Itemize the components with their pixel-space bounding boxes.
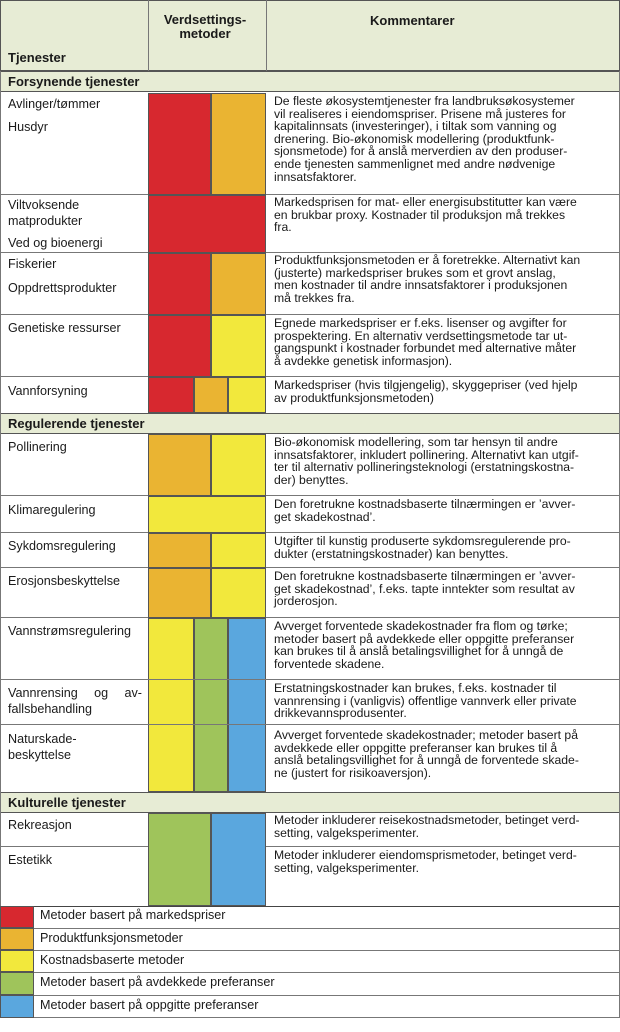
methods-header [150, 13, 260, 41]
comment-erosjon [274, 570, 612, 608]
comment-line: De fleste økosystemtjenester fra landbruksøkosystemer [274, 94, 575, 108]
method-cell-market [148, 195, 266, 253]
row-divider [0, 495, 148, 496]
service-vannstrom: Vannstrømsregulering [8, 624, 131, 638]
row-divider [266, 495, 620, 496]
comment-line: jorderosjon. [274, 594, 338, 609]
legend-label-cost: Kostnadsbaserte metoder [40, 953, 185, 967]
legend-swatch-production [0, 928, 34, 950]
legend-swatch-market [0, 906, 34, 928]
service-naturskade-line1: Naturskade- [8, 732, 77, 746]
method-cell-cost [211, 568, 266, 618]
service-husdyr: Husdyr [8, 120, 48, 134]
comment-line: vannrensing i (vanligvis) offentlige vannverk eller private [274, 693, 577, 708]
comment-line: ende tjenesten sammenlignet med andre nødvenige [274, 156, 556, 171]
method-cell-production [194, 377, 228, 413]
service-viltvoksende-line1: Viltvoksende [8, 198, 80, 212]
method-cell-production [148, 434, 211, 496]
comment-line: setting, valgeksperimenter. [274, 860, 419, 875]
comment-line: anslå betalingsvillighet for å unngå de forventede skade- [274, 753, 579, 768]
service-vannforsyning: Vannforsyning [8, 384, 88, 398]
legend-swatch-revealed [0, 972, 34, 995]
method-cell-cost [148, 496, 266, 533]
comment-line: vil realiseres i eiendomspriser. Prisene må justeres for [274, 106, 566, 121]
comment-line: Erstatningskostnader kan brukes, f.eks. kostnader til [274, 681, 557, 695]
comment-line: fra. [274, 220, 292, 235]
method-cell-market [148, 315, 211, 377]
services-header: Tjenester [8, 50, 66, 65]
legend-label-production: Produktfunksjonsmetoder [40, 931, 183, 945]
comment-line: get skadekostnad’, f.eks. tapte inntekter som resultat av [274, 581, 575, 596]
comment-fiskerier [274, 254, 612, 304]
method-cell-stated [228, 618, 266, 792]
service-naturskade-line2: beskyttelse [8, 748, 71, 762]
comment-avlinger [274, 95, 612, 183]
comment-line: avdekkede eller oppgitte preferanser kan brukes til å [274, 740, 558, 755]
method-cell-production [148, 533, 211, 568]
comment-rekreasjon [274, 814, 612, 839]
section-regulating: Regulerende tjenester [0, 413, 620, 434]
row-divider [266, 532, 620, 533]
method-cell-cost [211, 434, 266, 496]
comment-sykdom [274, 535, 612, 560]
row-divider [266, 376, 620, 377]
service-naturskade [0, 728, 77, 763]
legend-swatch-cost [0, 950, 34, 972]
comment-line: men kostnader til andre innsatsfaktorer i produksjonen [274, 278, 568, 293]
comment-genetiske [274, 317, 612, 367]
row-divider [0, 314, 148, 315]
service-ved: Ved og bioenergi [8, 236, 103, 250]
column-divider [266, 0, 267, 71]
service-erosjon: Erosjonsbeskyttelse [8, 574, 120, 588]
service-vannrensing-line1: Vannrensing og av- [8, 686, 142, 700]
methods-header-line2: metoder [179, 26, 231, 41]
section-provisioning: Forsynende tjenester [0, 71, 620, 92]
service-rekreasjon: Rekreasjon [8, 818, 72, 832]
comment-line: (justerte) markedspriser brukes som et grovt anslag, [274, 265, 556, 280]
method-cell-production [211, 93, 266, 195]
comment-line: Egnede markedspriser er f.eks. lisenser og avgifter for [274, 316, 567, 330]
legend-divider [34, 950, 620, 951]
service-vannrensing [0, 682, 146, 717]
comment-line: innsatsfaktorer. [274, 169, 357, 184]
comment-pollinering [274, 436, 612, 486]
row-divider [0, 617, 148, 618]
row-divider [0, 252, 148, 253]
comment-line: å avdekke genetisk informasjon). [274, 353, 453, 368]
comment-line: Den foretrukne kostnadsbaserte tilnærmingen er ’avver- [274, 497, 576, 511]
row-divider [0, 567, 148, 568]
method-cell-stated [211, 813, 266, 906]
legend-label-revealed: Metoder basert på avdekkede preferanser [40, 975, 275, 989]
row-divider [0, 724, 148, 725]
comment-naturskade [274, 729, 612, 779]
comment-line: innsatsfaktorer, inkludert pollinering. Alternativt kan utgif- [274, 447, 579, 462]
column-divider [0, 71, 1, 906]
legend-divider [34, 1017, 620, 1018]
row-divider [266, 252, 620, 253]
column-divider [148, 0, 149, 71]
comment-estetikk [274, 849, 612, 874]
service-viltvoksende [0, 194, 82, 229]
method-cell-production [148, 568, 211, 618]
service-pollinering: Pollinering [8, 440, 67, 454]
method-cell-market [148, 253, 211, 315]
method-cell-revealed [148, 813, 211, 906]
service-sykdom: Sykdomsregulering [8, 539, 116, 553]
comment-line: Utgifter til kunstig produserte sykdomsregulerende pro- [274, 534, 571, 548]
legend-divider [34, 972, 620, 973]
comment-line: drikkevannsprodusenter. [274, 706, 407, 721]
method-cell-cost [148, 618, 194, 792]
legend-divider [34, 928, 620, 929]
comment-line: må trekkes fra. [274, 290, 355, 305]
method-cell-production [211, 253, 266, 315]
comments-header: Kommentarer [370, 13, 455, 28]
method-cell-cost [211, 315, 266, 377]
comment-line: ter til alternativ pollineringsteknologi (erstatningskostna- [274, 460, 575, 475]
legend-swatch-stated [0, 995, 34, 1018]
method-cell-market [148, 93, 211, 195]
row-divider [0, 679, 148, 680]
row-divider [0, 376, 148, 377]
legend-label-stated: Metoder basert på oppgitte preferanser [40, 998, 259, 1012]
row-divider [0, 532, 148, 533]
comment-line: ne (justert for risikoaversjon). [274, 765, 432, 780]
row-divider [266, 314, 620, 315]
comment-line: Metoder inkluderer eiendomsprismetoder, betinget verd- [274, 848, 577, 862]
comment-line: dukter (erstatningskostnader) kan benyttes. [274, 546, 509, 561]
row-divider [266, 194, 620, 195]
service-vannrensing-line2: fallsbehandling [8, 702, 93, 716]
comment-line: setting, valgeksperimenter. [274, 825, 419, 840]
comment-line: metoder basert på avdekkede eller oppgitte preferanser [274, 631, 575, 646]
comment-line: Markedspriser (hvis tilgjengelig), skyggepriser (ved hjelp [274, 378, 578, 392]
legend-label-market: Metoder basert på markedspriser [40, 908, 226, 922]
comment-line: forventede skadene. [274, 656, 385, 671]
comment-vilt [274, 196, 612, 234]
row-divider [0, 846, 148, 847]
row-divider [0, 194, 148, 195]
service-klima: Klimaregulering [8, 503, 96, 517]
methods-header-line1: Verdsettings- [163, 12, 247, 27]
comment-line: Metoder inkluderer reisekostnadsmetoder, betinget verd- [274, 813, 580, 827]
row-divider [266, 567, 620, 568]
comment-line: Markedsprisen for mat- eller energisubstitutter kan være [274, 195, 577, 209]
comment-line: Avverget forventede skadekostnader fra flom og tørke; [274, 619, 568, 633]
service-avlinger: Avlinger/tømmer [8, 97, 101, 111]
service-fiskerier: Fiskerier [8, 257, 57, 271]
comment-klima [274, 498, 612, 523]
service-viltvoksende-line2: matprodukter [8, 214, 83, 228]
comment-line: kapitalinnsats (investeringer), i tiltak som vanning og [274, 119, 557, 134]
row-divider [148, 679, 620, 680]
table-header [0, 0, 620, 71]
comment-line: Den foretrukne kostnadsbaserte tilnærmingen er ’avver- [274, 569, 576, 583]
comment-line: Bio-økonomisk modellering, som tar hensyn til andre [274, 435, 558, 449]
comment-line: Produktfunksjonsmetoden er å foretrekke. Alternativt kan [274, 253, 581, 267]
row-divider [266, 617, 620, 618]
method-cell-market [148, 377, 194, 413]
comment-vannrensing [274, 682, 612, 720]
comment-line: kan brukes til å anslå betalingsvillighet for å unngå de [274, 644, 564, 659]
comment-line: gangspunkt i kostnader forbundet med alternative måter [274, 341, 577, 356]
service-estetikk: Estetikk [8, 853, 53, 867]
method-cell-cost [211, 533, 266, 568]
legend-divider [34, 995, 620, 996]
comment-line: der) benyttes. [274, 472, 349, 487]
comment-line: av produktfunksjonsmetoden) [274, 390, 434, 405]
row-divider [266, 846, 620, 847]
comment-line: Avverget forventede skadekostnader; metoder basert på [274, 728, 578, 742]
method-cell-revealed [194, 618, 228, 792]
method-cell-cost [228, 377, 266, 413]
section-cultural: Kulturelle tjenester [0, 792, 620, 813]
row-divider [148, 724, 620, 725]
comment-line: prospektering. En alternativ verdsettingsmetode tar ut- [274, 328, 568, 343]
comment-vannforsyning [274, 379, 612, 404]
comment-line: get skadekostnad’. [274, 509, 376, 524]
service-oppdrett: Oppdrettsprodukter [8, 281, 117, 295]
comment-line: en brukbar proxy. Kostnader til produksjon må trekkes [274, 207, 566, 222]
comment-line: drenering. Bio-økonomisk modellering (produktfunk- [274, 131, 555, 146]
service-genetiske: Genetiske ressurser [8, 321, 121, 335]
comment-line: sjonsmetode) for å anslå merverdien av den produser- [274, 144, 568, 159]
comment-vannstrom [274, 620, 612, 670]
legend [0, 906, 620, 1018]
